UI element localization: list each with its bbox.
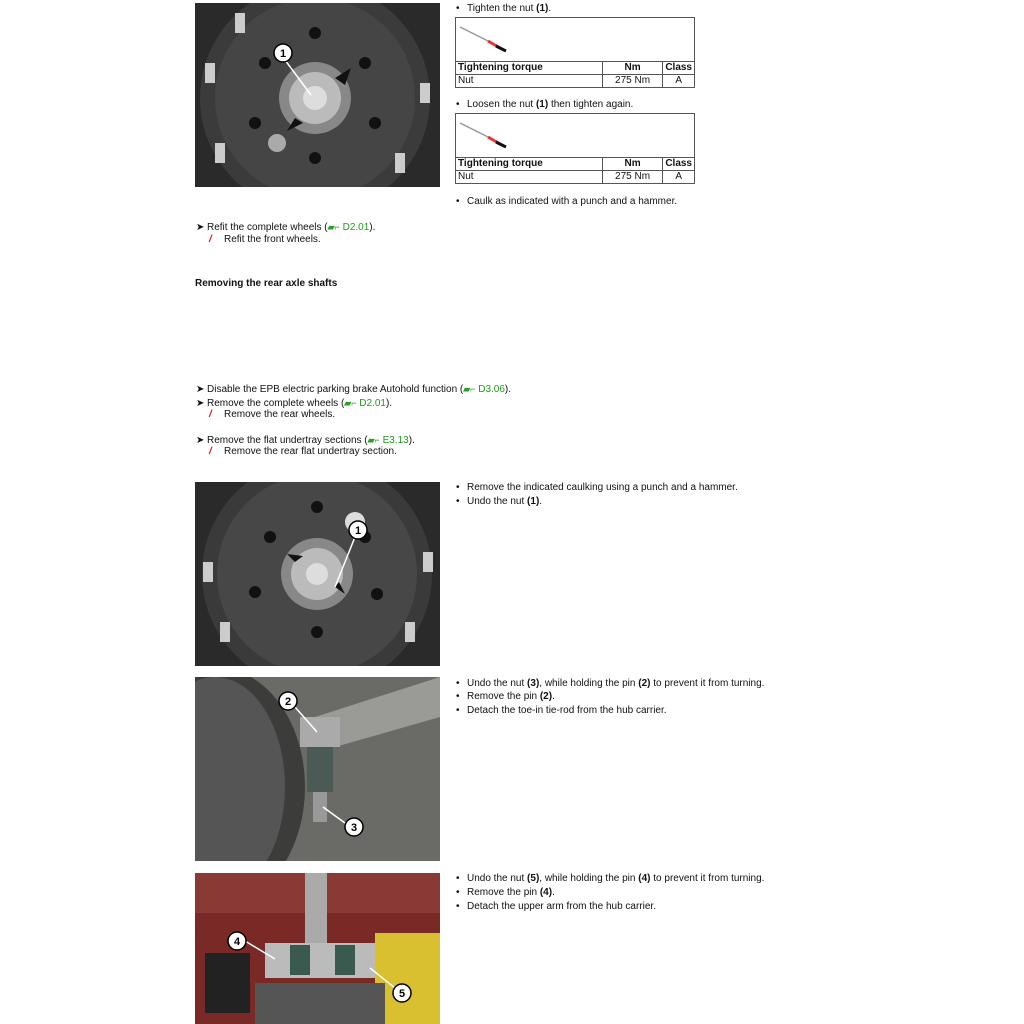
link-d3-06[interactable]: ▰⌐ D3.06 — [463, 384, 505, 395]
arrow-step-icon: ➤ — [196, 435, 205, 446]
book-reference-icon: ▰⌐ — [327, 222, 340, 232]
photo-rear-hub-nut — [195, 482, 440, 666]
torque-class: A — [663, 171, 695, 184]
torque-wrench-cell — [456, 18, 695, 62]
bullet-caulk: • Caulk as indicated with a punch and a hammer. — [456, 196, 677, 207]
torque-header-nm: Nm — [602, 158, 663, 171]
callout-3: 3 — [350, 822, 358, 834]
torque-wrench-icon — [458, 23, 518, 53]
bullet-undo-nut-5: • Undo the nut (5), while holding the pin (4) to prevent it from turning. — [456, 873, 764, 884]
torque-value: 275 Nm — [602, 171, 663, 184]
callout-5: 5 — [398, 988, 406, 1000]
link-d2-01[interactable]: ▰⌐ D2.01 — [344, 398, 386, 409]
pen-note-icon: / — [209, 409, 212, 420]
bullet-undo-nut: • Undo the nut (1). — [456, 496, 542, 507]
torque-header-label: Tightening torque — [456, 62, 603, 75]
photo-toe-in-tie-rod — [195, 677, 440, 861]
note-rear-wheels: / Remove the rear wheels. — [209, 409, 336, 420]
link-e3-13[interactable]: ▰⌐ E3.13 — [367, 435, 409, 446]
torque-wrench-icon — [458, 119, 518, 149]
torque-part: Nut — [456, 171, 603, 184]
bullet-undo-nut-3: • Undo the nut (3), while holding the pin (2) to prevent it from turning. — [456, 678, 764, 689]
bullet-remove-pin-2: • Remove the pin (2). — [456, 691, 555, 702]
torque-class: A — [663, 75, 695, 88]
step-remove-wheels: ➤ Remove the complete wheels (▰⌐ D2.01). — [196, 398, 393, 409]
step-disable-epb: ➤ Disable the EPB electric parking brake Autohold function (▰⌐ D3.06). — [196, 384, 512, 395]
callout-4: 4 — [233, 936, 241, 948]
callout-1: 1 — [279, 48, 287, 60]
callout-1: 1 — [354, 525, 362, 537]
torque-header-nm: Nm — [602, 62, 663, 75]
arrow-step-icon: ➤ — [196, 398, 205, 409]
torque-header-label: Tightening torque — [456, 158, 603, 171]
bullet-loosen-nut: • Loosen the nut (1) then tighten again. — [456, 99, 633, 110]
note-rear-undertray: / Remove the rear flat undertray section. — [209, 446, 397, 457]
bullet-remove-caulking: • Remove the indicated caulking using a punch and a hammer. — [456, 482, 738, 493]
book-reference-icon: ▰⌐ — [344, 398, 357, 408]
bullet-detach-upper-arm: • Detach the upper arm from the hub carrier. — [456, 901, 656, 912]
section-heading: Removing the rear axle shafts — [195, 278, 338, 289]
step-refit-wheels: ➤ Refit the complete wheels (▰⌐ D2.01). — [196, 222, 376, 233]
note-refit-front: / Refit the front wheels. — [209, 234, 321, 245]
torque-header-class: Class — [663, 62, 695, 75]
torque-table — [455, 113, 695, 184]
pen-note-icon: / — [209, 446, 212, 457]
book-reference-icon: ▰⌐ — [367, 435, 380, 445]
torque-wrench-cell — [456, 114, 695, 158]
photo-upper-arm — [195, 873, 440, 1024]
callout-2: 2 — [284, 696, 292, 708]
torque-table — [455, 17, 695, 88]
pen-note-icon: / — [209, 234, 212, 245]
torque-value: 275 Nm — [602, 75, 663, 88]
torque-part: Nut — [456, 75, 603, 88]
link-d2-01[interactable]: ▰⌐ D2.01 — [327, 222, 370, 233]
arrow-step-icon: ➤ — [196, 222, 205, 233]
photo-front-hub-nut — [195, 3, 440, 187]
book-reference-icon: ▰⌐ — [463, 384, 476, 394]
torque-header-class: Class — [663, 158, 695, 171]
arrow-step-icon: ➤ — [196, 384, 205, 395]
bullet-remove-pin-4: • Remove the pin (4). — [456, 887, 555, 898]
step-remove-undertray: ➤ Remove the flat undertray sections (▰⌐ E3.13). — [196, 435, 415, 446]
bullet-tighten-nut: • Tighten the nut (1). — [456, 3, 551, 14]
bullet-detach-tie-rod: • Detach the toe-in tie-rod from the hub carrier. — [456, 705, 667, 716]
